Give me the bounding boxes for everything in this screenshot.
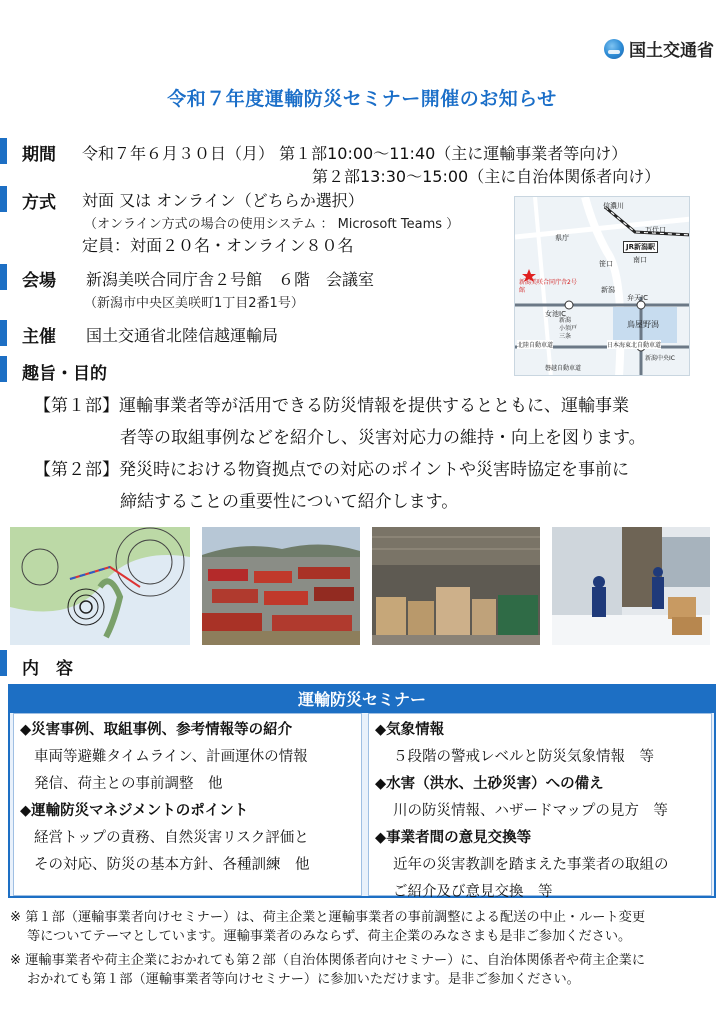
- note-1-line-1: ※ 第１部（運輸事業者向けセミナー）は、荷主企業と運輸事業者の事前調整による配送の中止・ルート変更: [10, 910, 646, 925]
- warehouse-photo: [372, 527, 540, 645]
- map-label: 万代口: [645, 226, 666, 234]
- section-marker: [0, 650, 7, 676]
- snow-delivery-photo: [552, 527, 710, 645]
- seminar-part2-column: [368, 713, 712, 900]
- topic-text: 経営トップの責務、自然災害リスク評価と: [34, 830, 309, 846]
- venue-label: 会場: [22, 271, 56, 291]
- map-label: 北陸自動車道: [517, 342, 554, 349]
- method-line-3: 定員：対面２０名・オンライン８０名: [82, 236, 354, 255]
- content-label: 内 容: [22, 659, 73, 679]
- map-label: 弁天IC: [627, 294, 648, 302]
- section-marker: [0, 186, 7, 212]
- topic-text: 車両等避難タイムライン、計画運休の情報: [34, 749, 308, 765]
- topic-heading: ◆水害（洪水、土砂災害）への備え: [375, 776, 604, 792]
- map-label: 新潟: [559, 317, 572, 324]
- map-label: 女池IC: [545, 310, 566, 318]
- purpose-part2-line2: 締結することの重要性について紹介します。: [120, 492, 459, 512]
- note-2-line-1: ※ 運輸事業者や荷主企業におかれても第２部（自治体関係者向けセミナー）に、自治体関係者や荷主企業に: [10, 953, 646, 968]
- note-1-line-2: 等についてテーマとしています。運輸事業者のみならず、荷主企業のみなさまも是非ご参加ください。: [27, 929, 632, 944]
- map-label: 県庁: [555, 234, 569, 242]
- topic-heading: ◆気象情報: [375, 722, 445, 738]
- section-marker: [0, 356, 7, 382]
- host-label: 主催: [22, 327, 56, 347]
- weather-map-image: [10, 527, 190, 645]
- topic-text: 川の防災情報、ハザードマップの見方 等: [393, 803, 668, 819]
- section-marker: [0, 264, 7, 290]
- map-label: 笹口: [599, 260, 613, 268]
- topic-text: 発信、荷主との事前調整 他: [34, 776, 223, 792]
- period-line-1: 令和７年６月３０日（月） 第１部10:00～11:40（主に運輸事業者等向け）: [82, 144, 628, 163]
- topic-heading: ◆運輸防災マネジメントのポイント: [20, 803, 249, 819]
- flooded-vehicles-photo: [202, 527, 360, 645]
- map-label: JR新潟駅: [623, 241, 658, 253]
- note-2-line-2: おかれても第１部（運輸事業者等向けセミナー）に参加いただけます。是非ご参加ください。: [27, 972, 580, 987]
- map-label: 三条: [559, 333, 572, 340]
- topic-text: ５段階の警戒レベルと防災気象情報 等: [393, 749, 654, 765]
- venue-line-2: （新潟市中央区美咲町1丁目2番1号）: [84, 296, 304, 311]
- mlit-logo: [604, 36, 714, 61]
- section-marker: [0, 320, 7, 346]
- seminar-content-box: [8, 684, 716, 898]
- method-line-1: 対面 又は オンライン（どちらか選択）: [82, 191, 364, 210]
- map-label: 新潟中央IC: [645, 355, 675, 362]
- topic-heading: ◆事業者間の意見交換等: [375, 830, 532, 846]
- method-line-2: （オンライン方式の場合の使用システム ： Microsoft Teams ）: [84, 217, 460, 232]
- purpose-part2-line1: 【第２部】発災時における物資拠点での対応のポイントや災害時協定を事前に: [34, 460, 629, 480]
- seminar-part1-column: [13, 713, 362, 896]
- logo-text: 国土交通省: [629, 41, 714, 61]
- map-label: 信濃川: [603, 202, 624, 210]
- topic-text: 近年の災害教訓を踏まえた事業者の取組の: [393, 857, 669, 873]
- topic-text: ご紹介及び意見交換 等: [393, 884, 553, 900]
- map-label: 南口: [633, 256, 647, 264]
- purpose-label: 趣旨・目的: [22, 364, 107, 384]
- topic-heading: ◆災害事例、取組事例、参考情報等の紹介: [20, 722, 293, 738]
- map-label: 新潟美咲合同庁舎2号館: [519, 279, 577, 294]
- map-label: 磐越自動車道: [545, 365, 582, 372]
- host-line: 国土交通省北陸信越運輸局: [86, 326, 279, 345]
- section-marker: [0, 138, 7, 164]
- purpose-part1-line2: 者等の取組事例などを紹介し、災害対応力の維持・向上を図ります。: [120, 428, 646, 448]
- venue-line-1: 新潟美咲合同庁舎２号館 ６階 会議室: [86, 270, 375, 289]
- map-label: 鳥屋野潟: [627, 320, 659, 329]
- period-line-2: 第２部13:30～15:00（主に自治体関係者向け）: [312, 167, 661, 186]
- map-label: 日本海東北自動車道: [607, 342, 662, 349]
- purpose-part1-line1: 【第１部】運輸事業者等が活用できる防災情報を提供するとともに、運輸事業: [34, 396, 629, 416]
- topic-text: その対応、防災の基本方針、各種訓練 他: [34, 857, 310, 873]
- method-label: 方式: [22, 193, 56, 213]
- map-label: 新潟: [601, 286, 615, 294]
- mlit-emblem-icon: [604, 39, 624, 59]
- period-label: 期間: [22, 145, 56, 165]
- seminar-box-title: 運輸防災セミナー: [10, 686, 714, 713]
- map-label: 小須戸: [559, 325, 578, 332]
- page-title: 令和７年度運輸防災セミナー開催のお知らせ: [167, 88, 557, 110]
- venue-map: [514, 196, 690, 376]
